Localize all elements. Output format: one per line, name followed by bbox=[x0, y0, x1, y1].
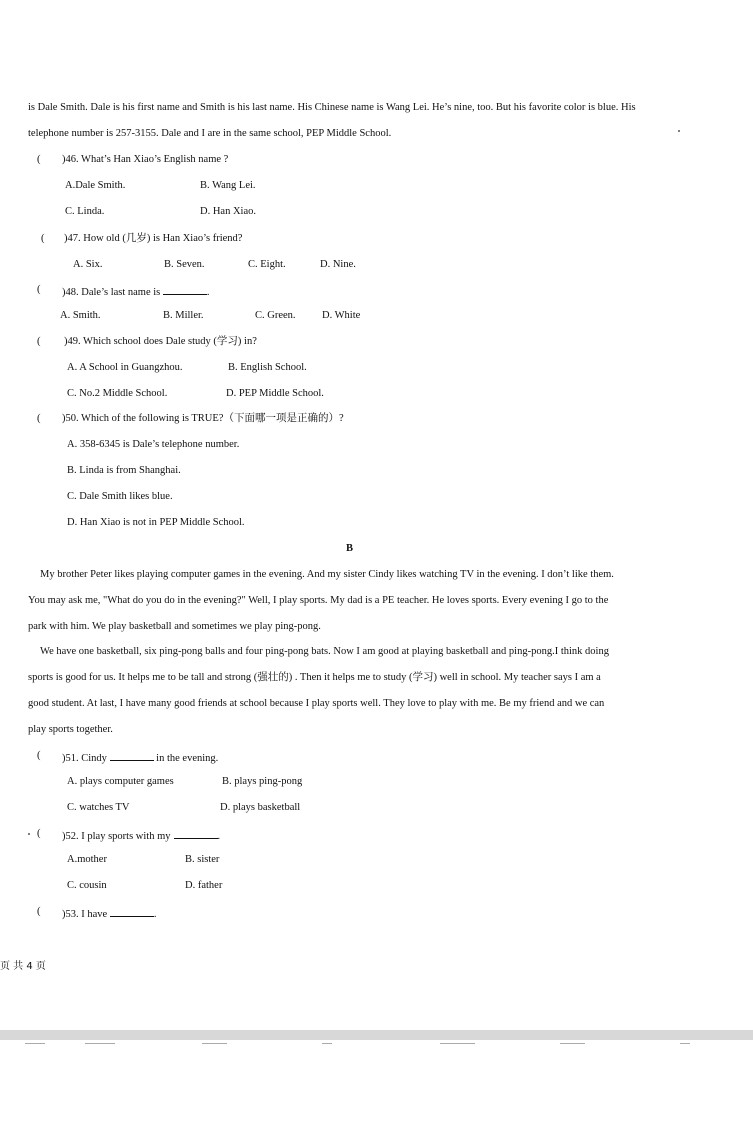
q50-option-a: A. 358-6345 is Dale’s telephone number. bbox=[67, 439, 240, 450]
scan-speck bbox=[678, 130, 680, 132]
q49-stem: )49. Which school does Dale study (学习) in? bbox=[64, 336, 257, 347]
q48-option-a: A. Smith. bbox=[60, 310, 101, 321]
q46-option-c: C. Linda. bbox=[65, 206, 105, 217]
q47-option-a: A. Six. bbox=[73, 259, 103, 270]
q52-paren: ( bbox=[37, 828, 41, 839]
page-footer: 页 共 4 页 bbox=[0, 961, 46, 972]
q52-stem-b: . bbox=[217, 831, 221, 842]
q53-answer-blank bbox=[110, 907, 154, 917]
q48-stem-wrap bbox=[62, 285, 210, 299]
q50-option-d: D. Han Xiao is not in PEP Middle School. bbox=[67, 517, 245, 528]
q47-option-b: B. Seven. bbox=[164, 259, 205, 270]
section-b-p1-line-3: park with him. We play basketball and sometimes we play ping-pong. bbox=[28, 621, 321, 632]
scan-bottom-band bbox=[0, 1030, 753, 1040]
q48-stem-end: . bbox=[206, 287, 210, 298]
q46-option-d: D. Han Xiao. bbox=[200, 206, 256, 217]
q46-paren: ( bbox=[37, 154, 41, 165]
section-b-p2-line-2: sports is good for us. It helps me to be tall and strong (强壮的) . Then it helps me to study (学习) well in school. My teacher says I am a bbox=[28, 672, 601, 683]
q52-option-c: C. cousin bbox=[67, 880, 107, 891]
q48-paren: ( bbox=[37, 284, 41, 295]
q46-option-a: A.Dale Smith. bbox=[65, 180, 126, 191]
q48-option-d: D. White bbox=[322, 310, 361, 321]
q50-option-c: C. Dale Smith likes blue. bbox=[67, 491, 173, 502]
q47-option-c: C. Eight. bbox=[248, 259, 286, 270]
section-b-p2-line-1: We have one basketball, six ping-pong balls and four ping-pong bats. Now I am good at playing basketball and ping-pong.I think doing bbox=[40, 646, 609, 657]
q51-stem-b: in the evening. bbox=[156, 753, 219, 764]
q50-paren: ( bbox=[37, 413, 41, 424]
section-b-p2-line-4: play sports together. bbox=[28, 724, 113, 735]
q51-stem-a: )51. Cindy bbox=[62, 753, 107, 764]
q49-option-a: A. A School in Guangzhou. bbox=[67, 362, 183, 373]
q52-option-b: B. sister bbox=[185, 854, 220, 865]
q51-option-b: B. plays ping-pong bbox=[222, 776, 303, 787]
passage-a-line-2: telephone number is 257-3155. Dale and I are in the same school, PEP Middle School. bbox=[28, 128, 392, 139]
q51-option-c: C. watches TV bbox=[67, 802, 130, 813]
q46-option-b: B. Wang Lei. bbox=[200, 180, 256, 191]
q48-option-b: B. Miller. bbox=[163, 310, 204, 321]
q52-option-d: D. father bbox=[185, 880, 223, 891]
passage-a-line-1: is Dale Smith. Dale is his first name and Smith is his last name. His Chinese name is Wang Lei. He’s nine, too. But his favorite color is blue. His bbox=[28, 102, 636, 113]
q53-paren: ( bbox=[37, 906, 41, 917]
q48-answer-blank bbox=[163, 285, 207, 295]
q52-option-a: A.mother bbox=[67, 854, 107, 865]
q51-option-a: A. plays computer games bbox=[67, 776, 174, 787]
q47-paren: ( bbox=[41, 233, 45, 244]
q53-stem-b: . bbox=[153, 909, 157, 920]
q49-option-c: C. No.2 Middle School. bbox=[67, 388, 168, 399]
section-b-p1-line-1: My brother Peter likes playing computer games in the evening. And my sister Cindy likes watching TV in the evening. I don’t like them. bbox=[40, 569, 614, 580]
q46-stem: )46. What’s Han Xiao’s English name ? bbox=[62, 154, 229, 165]
q51-option-d: D. plays basketball bbox=[220, 802, 301, 813]
q49-option-b: B. English School. bbox=[228, 362, 307, 373]
q51-answer-blank bbox=[110, 751, 154, 761]
scan-speck bbox=[28, 833, 30, 835]
q50-option-b: B. Linda is from Shanghai. bbox=[67, 465, 181, 476]
q52-stem-wrap bbox=[62, 829, 220, 843]
q49-option-d: D. PEP Middle School. bbox=[226, 388, 324, 399]
q47-stem: )47. How old (几岁) is Han Xiao’s friend? bbox=[64, 233, 243, 244]
q48-option-c: C. Green. bbox=[255, 310, 296, 321]
section-b-p1-line-2: You may ask me, "What do you do in the evening?" Well, I play sports. My dad is a PE teacher. He loves sports. Every evening I go to the bbox=[28, 595, 609, 606]
q48-stem: )48. Dale’s last name is bbox=[62, 287, 161, 298]
section-b-p2-line-3: good student. At last, I have many good friends at school because I play sports well. They love to play with me. Be my friend and we can bbox=[28, 698, 605, 709]
q53-stem-a: )53. I have bbox=[62, 909, 108, 920]
q52-stem-a: )52. I play sports with my bbox=[62, 831, 171, 842]
q51-stem-wrap bbox=[62, 751, 218, 765]
q49-paren: ( bbox=[37, 336, 41, 347]
q47-option-d: D. Nine. bbox=[320, 259, 356, 270]
q52-answer-blank bbox=[174, 829, 218, 839]
q50-stem: )50. Which of the following is TRUE?（下面哪一项是正确的）? bbox=[62, 413, 344, 424]
q53-stem-wrap bbox=[62, 907, 156, 921]
section-b-heading: B bbox=[346, 543, 354, 554]
q51-paren: ( bbox=[37, 750, 41, 761]
